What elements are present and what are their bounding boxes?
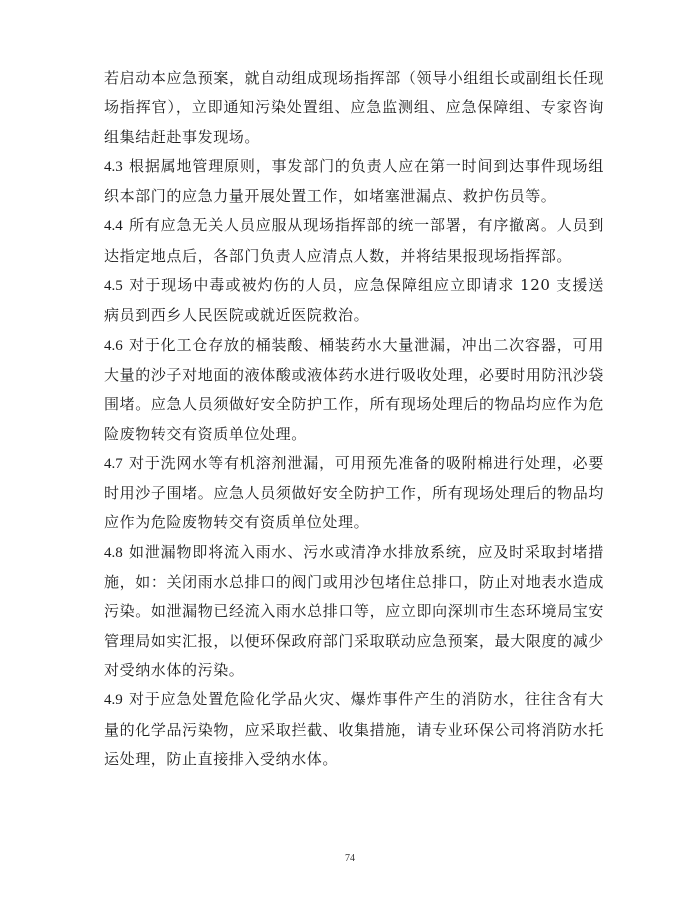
section-number: 4.7 bbox=[104, 455, 123, 472]
paragraph-text: 根据属地管理原则，事发部门的负责人应在第一时间到达事件现场组织本部门的应急力量开展处置工作，如堵塞泄漏点、救护伤员等。 bbox=[104, 156, 604, 206]
section-number: 4.5 bbox=[104, 278, 123, 295]
page-number: 74 bbox=[345, 853, 355, 864]
section-number: 4.3 bbox=[104, 158, 123, 175]
paragraph-4-5 bbox=[104, 271, 604, 331]
section-number: 4.9 bbox=[104, 692, 123, 709]
paragraph-text: 对于洗网水等有机溶剂泄漏，可用预先准备的吸附棉进行处理，必要时用沙子围堵。应急人员须做好安全防护工作，所有现场处理后的物品均应作为危险废物转交有资质单位处理。 bbox=[104, 453, 604, 532]
paragraph-text: 对于化工仓存放的桶装酸、桶装药水大量泄漏，冲出二次容器，可用大量的沙子对地面的液体酸或液体药水进行吸收处理，必要时用防汛沙袋围堵。应急人员须做好安全防护工作，所有现场处理后的物品均应作为危险废物转交有资质单位处理。 bbox=[104, 335, 604, 443]
paragraph-text: 对于现场中毒或被灼伤的人员，应急保障组应立即请求 120 支援送病员到西乡人民医院或就近医院救治。 bbox=[104, 276, 604, 325]
paragraph-text: 若启动本应急预案，就自动组成现场指挥部（领导小组组长或副组长任现场指挥官），立即通知污染处置组、应急监测组、应急保障组、专家咨询组集结赶赴事发现场。 bbox=[104, 69, 604, 146]
section-number: 4.6 bbox=[104, 337, 123, 354]
paragraph-4-4 bbox=[104, 211, 604, 271]
section-number: 4.8 bbox=[104, 544, 123, 561]
paragraph-4-3 bbox=[104, 152, 604, 212]
paragraph-4-9 bbox=[104, 685, 604, 774]
section-number: 4.4 bbox=[104, 218, 123, 235]
paragraph-text: 如泄漏物即将流入雨水、污水或清净水排放系统，应及时采取封堵措施，如：关闭雨水总排口的阀门或用沙包堵住总排口，防止对地表水造成污染。如泄漏物已经流入雨水总排口等，应立即向深圳市生态环境局宝安管理局如实汇报，以便环保政府部门采取联动应急预案，最大限度的减少对受纳水体的污染。 bbox=[104, 542, 604, 679]
paragraph-text: 所有应急无关人员应服从现场指挥部的统一部署，有序撤离。人员到达指定地点后，各部门负责人应清点人数，并将结果报现场指挥部。 bbox=[104, 216, 604, 265]
paragraph-4-8 bbox=[104, 538, 604, 685]
paragraph-text: 对于应急处置危险化学品火灾、爆炸事件产生的消防水，往往含有大量的化学品污染物，应采取拦截、收集措施，请专业环保公司将消防水托运处理，防止直接排入受纳水体。 bbox=[104, 690, 604, 768]
paragraph-continued bbox=[104, 64, 604, 152]
paragraph-4-7 bbox=[104, 449, 604, 538]
document-body bbox=[104, 64, 604, 774]
paragraph-4-6 bbox=[104, 331, 604, 449]
